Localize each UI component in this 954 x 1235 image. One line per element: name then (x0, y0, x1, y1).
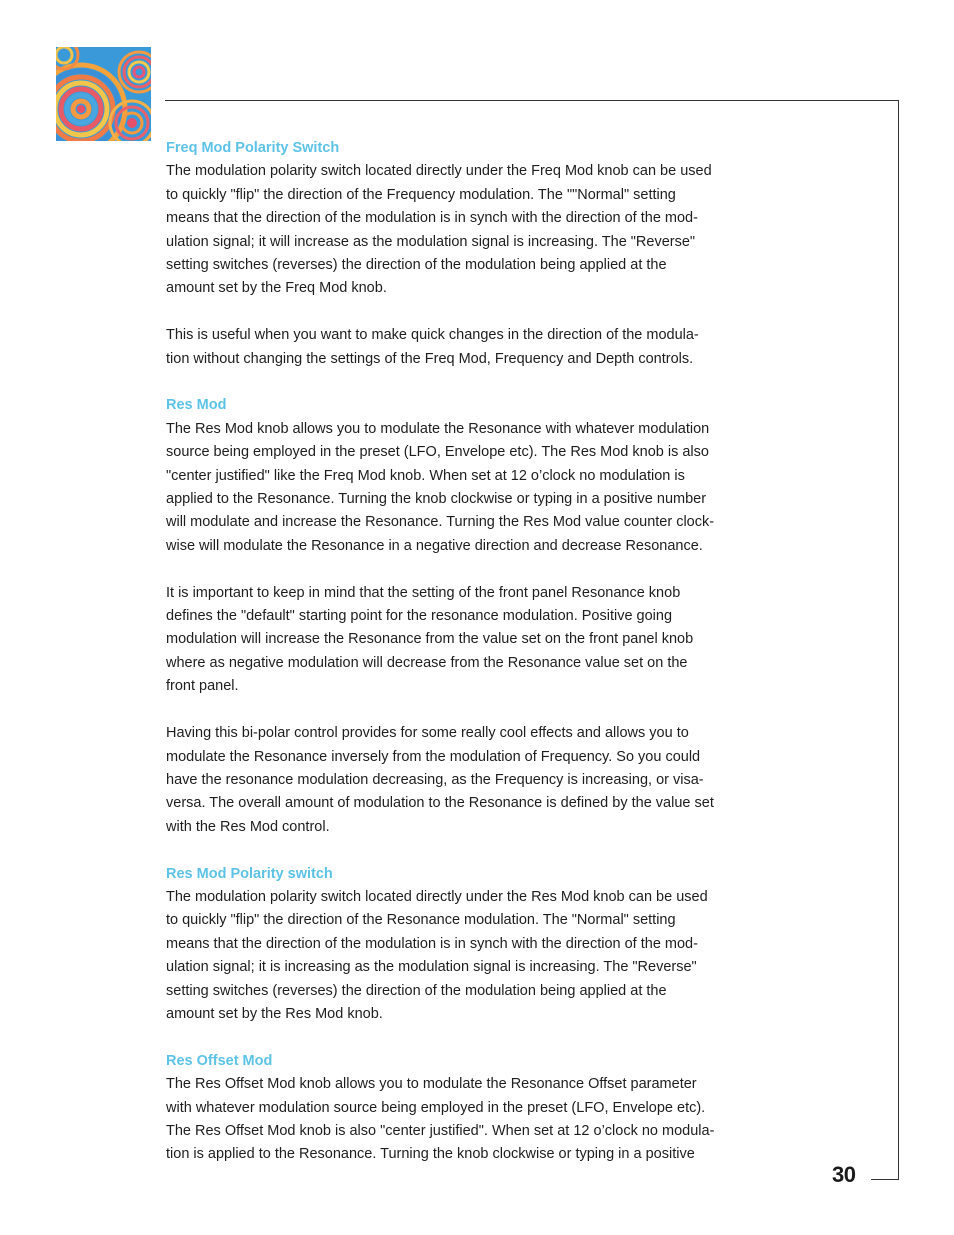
paragraph: The Res Mod knob allows you to modulate the Resonance with whatever modulation source being employed in the preset (LFO, Envelope etc). The Res Mod knob is also "center justified" like the Freq Mod knob. When set at 12 o’clock no modulation is applied to the Resonance. Turning the knob clockwise or typing in a positive number will modulate and increase the Resonance. Turning the Res Mod value counter clock- wise will modulate the Resonance in a negative direction and decrease Resonance. (166, 420, 715, 554)
section-heading: Res Offset Mod (166, 1052, 273, 1069)
body-text (166, 137, 788, 1190)
section-res-offset-mod (166, 1050, 788, 1167)
section-heading: Freq Mod Polarity Switch (166, 140, 340, 156)
section-res-mod (166, 394, 788, 839)
paragraph: The modulation polarity switch located directly under the Freq Mod knob can be used to quickly "flip" the direction of the Frequency modulation. The ""Normal" setting means that the direction of the modulation is in synch with the direction of the mod- ulation signal; it will increase as the modulation signal is increasing. The "Reverse" setting switches (reverses) the direction of the modulation being applied at the amount set by the Freq Mod knob. (166, 163, 712, 297)
paragraph: Having this bi-polar control provides for some really cool effects and allows you to modulate the Resonance inversely from the modulation of Frequency. So you could have the resonance modulation decreasing, as the Frequency is increasing, or visa- versa. The overall amount of modulation to the Resonance is defined by the value set with the Res Mod control. (166, 725, 714, 835)
frame-right-rule (898, 100, 899, 1180)
frame-bottom-rule (871, 1179, 899, 1180)
section-heading: Res Mod (166, 397, 227, 414)
section-freq-mod-polarity (166, 137, 788, 371)
page-number: 30 (832, 1162, 856, 1187)
frame-top-rule (165, 100, 899, 101)
paragraph: The Res Offset Mod knob allows you to modulate the Resonance Offset parameter with whatever modulation source being employed in the preset (LFO, Envelope etc). The Res Offset Mod knob is also "center justified". When set at 12 o’clock no modula- tion is applied to the Resonance. Turning the knob clockwise or typing in a positive (166, 1076, 715, 1163)
paragraph: This is useful when you want to make quick changes in the direction of the modula- tion without changing the settings of the Freq Mod, Frequency and Depth controls. (166, 327, 699, 367)
paragraph: It is important to keep in mind that the setting of the front panel Resonance knob defines the "default" starting point for the resonance modulation. Positive going modulation will increase the Resonance from the value set on the front panel knob where as negative modulation will decrease from the Resonance value set on the front panel. (166, 584, 694, 695)
paragraph: The modulation polarity switch located directly under the Res Mod knob can be used to quickly "flip" the direction of the Resonance modulation. The "Normal" setting means that the direction of the modulation is in synch with the direction of the mod- ulation signal; it is increasing as the modulation signal is increasing. The "Reverse" setting switches (reverses) the direction of the modulation being applied at the amount set by the Res Mod knob. (166, 888, 708, 1022)
logo-concentric-circles (56, 47, 151, 141)
section-res-mod-polarity (166, 863, 788, 1027)
section-heading: Res Mod Polarity switch (166, 865, 333, 882)
